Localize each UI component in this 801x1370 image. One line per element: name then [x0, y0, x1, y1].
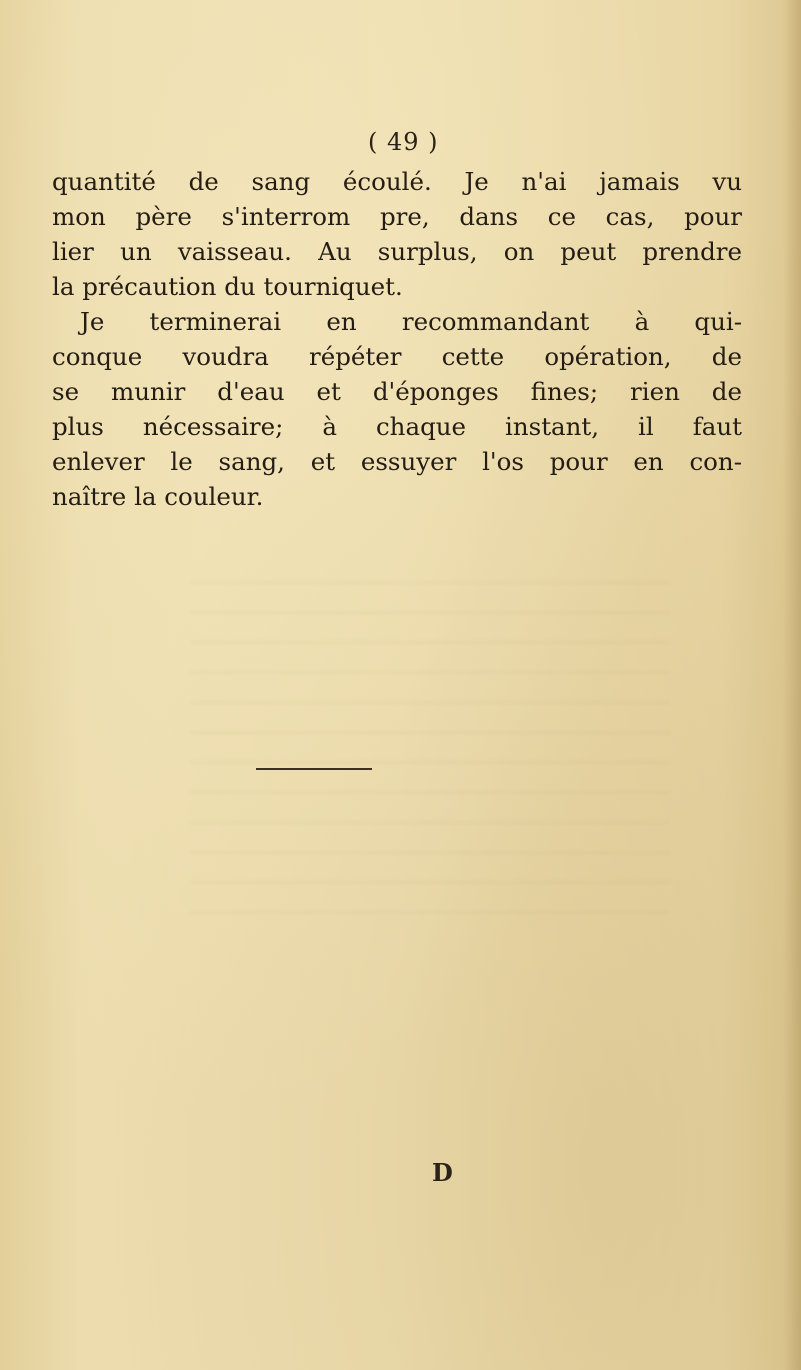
- text-line: naître la couleur.: [52, 482, 264, 511]
- page-edge-shadow: [783, 0, 801, 1370]
- text-line: enlever le sang, et essuyer l'os pour en con-: [52, 447, 742, 476]
- text-line: se munir d'eau et d'éponges fines; rien de: [52, 377, 742, 406]
- section-rule: [256, 768, 372, 770]
- signature-mark: D: [432, 1158, 453, 1187]
- text-line: lier un vaisseau. Au surplus, on peut prendre: [52, 237, 742, 266]
- page-number: ( 49 ): [368, 128, 439, 156]
- text-line: mon père s'interrom pre, dans ce cas, pour: [52, 202, 742, 231]
- text-line: plus nécessaire; à chaque instant, il faut: [52, 412, 742, 441]
- text-line: quantité de sang écoulé. Je n'ai jamais vu: [52, 167, 742, 196]
- text-line: Je terminerai en recommandant à qui-: [80, 307, 742, 336]
- bleed-through-texture: [190, 560, 670, 940]
- text-line: la précaution du tourniquet.: [52, 272, 403, 301]
- text-line: conque voudra répéter cette opération, de: [52, 342, 742, 371]
- body-text: [52, 164, 742, 514]
